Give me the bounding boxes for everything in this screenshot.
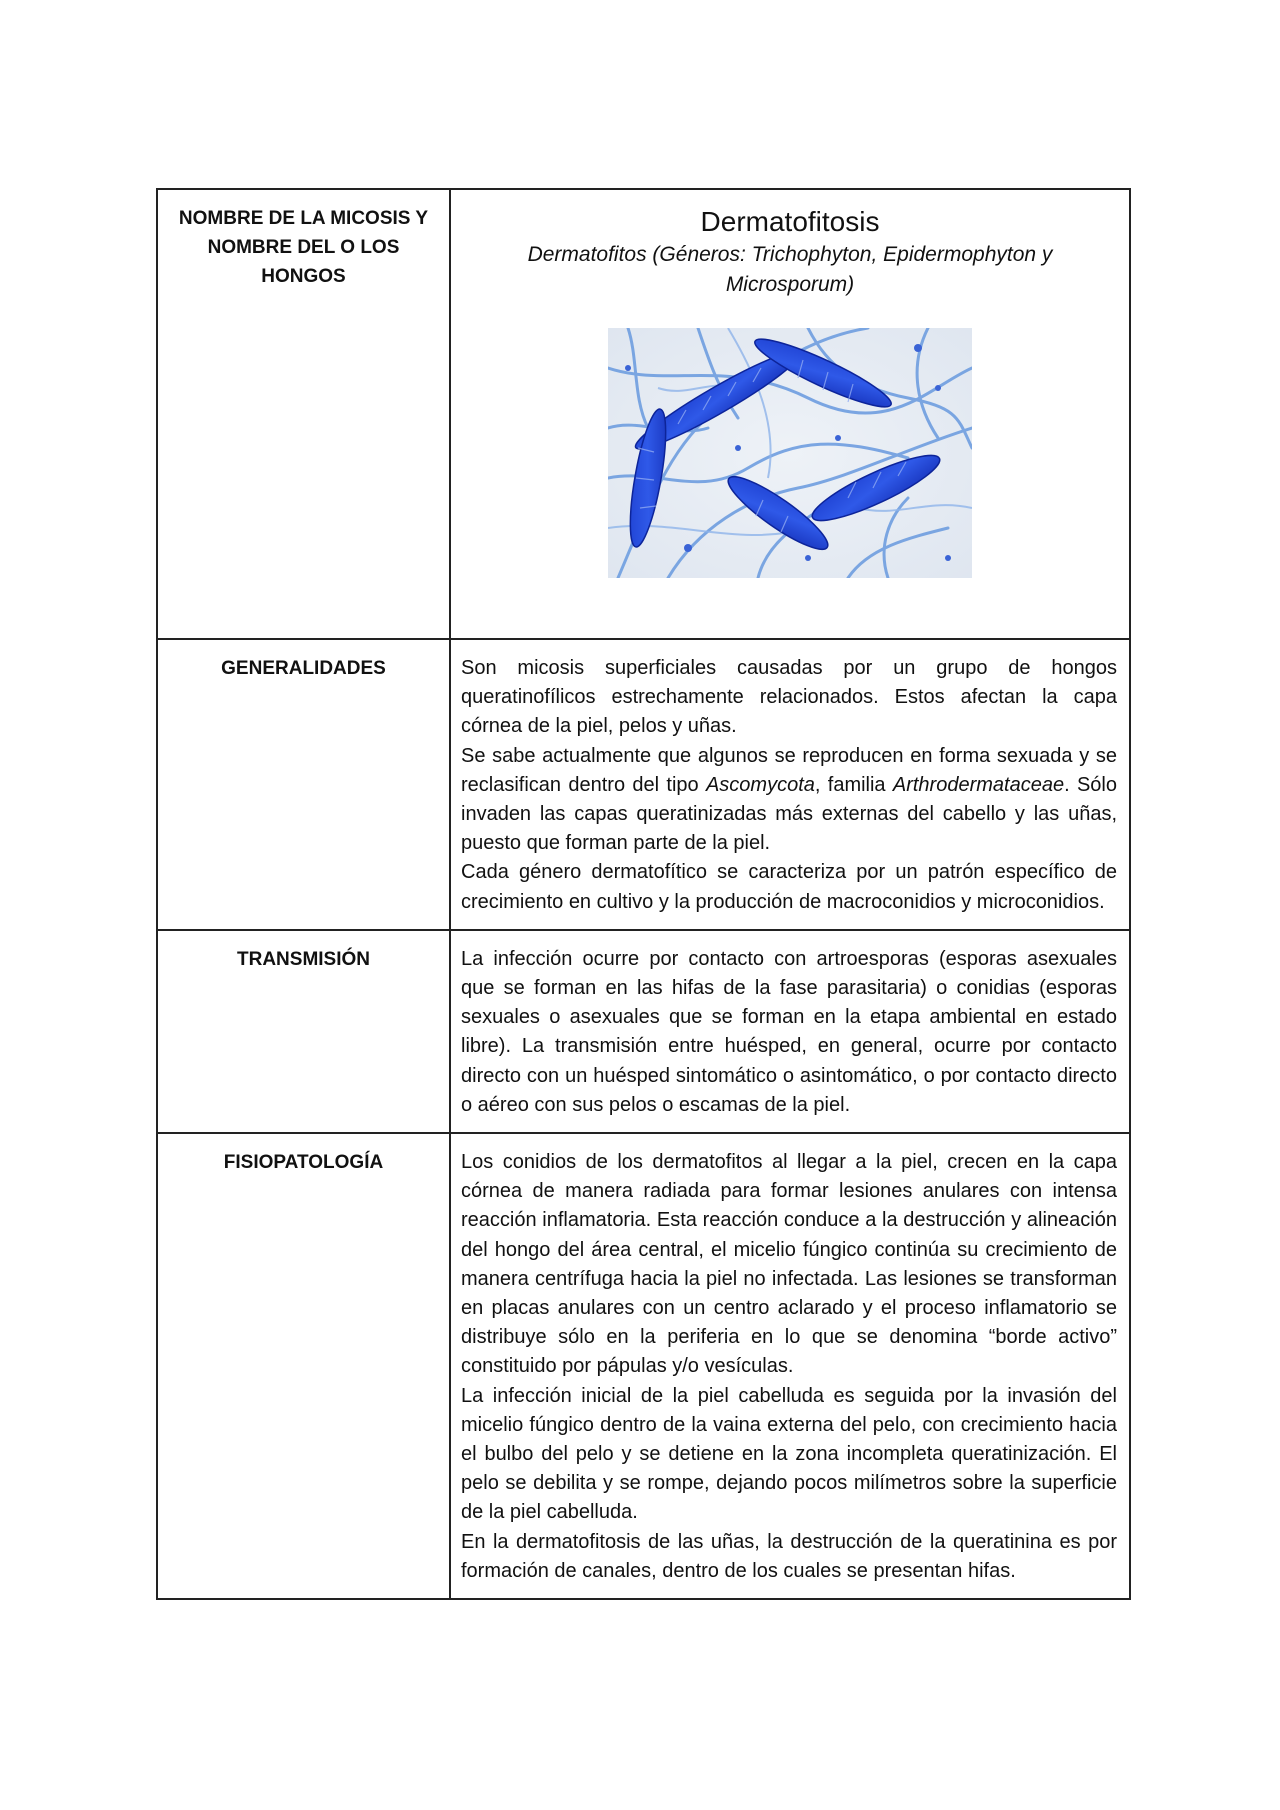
fisiopatologia-paragraph: Los conidios de los dermatofitos al llegar a la piel, crecen en la capa córnea de manera radiada para formar lesiones anulares con intensa reacción inflamatoria. Esta reacción conduce a la destrucción y alineación del hongo del área central, el micelio fúngico continúa su crecimiento de manera centrífuga hacia la piel no infectada. Las lesiones se transforman en placas anulares con un centro aclarado y el proceso inflamatorio se distribuye sólo en la periferia en lo que se denomina “borde activo” constituido por pápulas y/o vesículas. <box>461 1151 1117 1378</box>
generalidades-paragraph <box>461 742 1117 859</box>
generalidades-label: GENERALIDADES <box>221 658 386 679</box>
transmision-label: TRANSMISIÓN <box>237 948 370 970</box>
generalidades-label-cell <box>157 639 450 930</box>
generalidades-paragraph: Son micosis superficiales causadas por un grupo de hongos queratinofílicos estrechamente relacionados. Estos afectan la capa córnea de la piel, pelos y uñas. <box>461 657 1117 738</box>
disease-title: Dermatofitosis <box>700 206 880 237</box>
fisiopatologia-row <box>157 1133 1130 1599</box>
fisiopatologia-paragraph: La infección inicial de la piel cabelluda es seguida por la invasión del micelio fúngico dentro de la vaina externa del pelo, con crecimiento hacia el bulbo del pelo y se detiene en la zona incompleta queratinización. El pelo se debilita y se rompe, dejando pocos milímetros sobre la superficie de la piel cabelluda. <box>461 1384 1117 1524</box>
taxon-arthrodermataceae: Arthrodermataceae <box>892 773 1065 796</box>
transmision-label-cell <box>157 930 450 1133</box>
text-span: , familia <box>814 773 893 796</box>
text-span: Se sabe actualmente que algunos se reproducen en forma sexuada y se reclasifican dentro del tipo <box>461 744 1117 796</box>
generalidades-content <box>450 639 1130 930</box>
header-row <box>157 189 1130 639</box>
micosis-table <box>156 188 1131 1600</box>
fisiopatologia-label-cell <box>157 1133 450 1599</box>
fisiopatologia-content <box>450 1133 1130 1599</box>
header-label: NOMBRE DE LA MICOSIS Y NOMBRE DEL O LOS HONGOS <box>178 208 429 287</box>
fisiopatologia-label: FISIOPATOLOGÍA <box>223 1152 384 1174</box>
text-span: . Sólo invaden las capas queratinizadas más externas del cabello y las uñas, puesto que forman parte de la piel. <box>461 773 1117 855</box>
transmision-content <box>450 930 1130 1133</box>
taxon-ascomycota: Ascomycota <box>705 773 815 796</box>
generalidades-row <box>157 639 1130 930</box>
generalidades-paragraph: Cada género dermatofítico se caracteriza por un patrón específico de crecimiento en cultivo y la producción de macroconidios y microconidios. <box>461 861 1117 913</box>
header-label-cell <box>157 189 450 639</box>
micrograph-image-icon <box>608 328 972 578</box>
fisiopatologia-paragraph: En la dermatofitosis de las uñas, la destrucción de la queratinina es por formación de canales, dentro de los cuales se presentan hifas. <box>461 1530 1117 1582</box>
transmision-row <box>157 930 1130 1133</box>
header-content-cell <box>450 189 1130 639</box>
transmision-paragraph: La infección ocurre por contacto con artroesporas (esporas asexuales que se forman en las hifas de la fase parasitaria) o conidias (esporas sexuales o asexuales que se forman en la etapa ambiental en estado libre). La transmisión entre huésped, en general, ocurre por contacto directo con un huésped sintomático o asintomático, o por contacto directo o aéreo con sus pelos o escamas de la piel. <box>461 947 1117 1116</box>
fungi-subtitle: Dermatofitos (Géneros: Trichophyton, Epidermophyton y Microsporum) <box>527 243 1053 296</box>
